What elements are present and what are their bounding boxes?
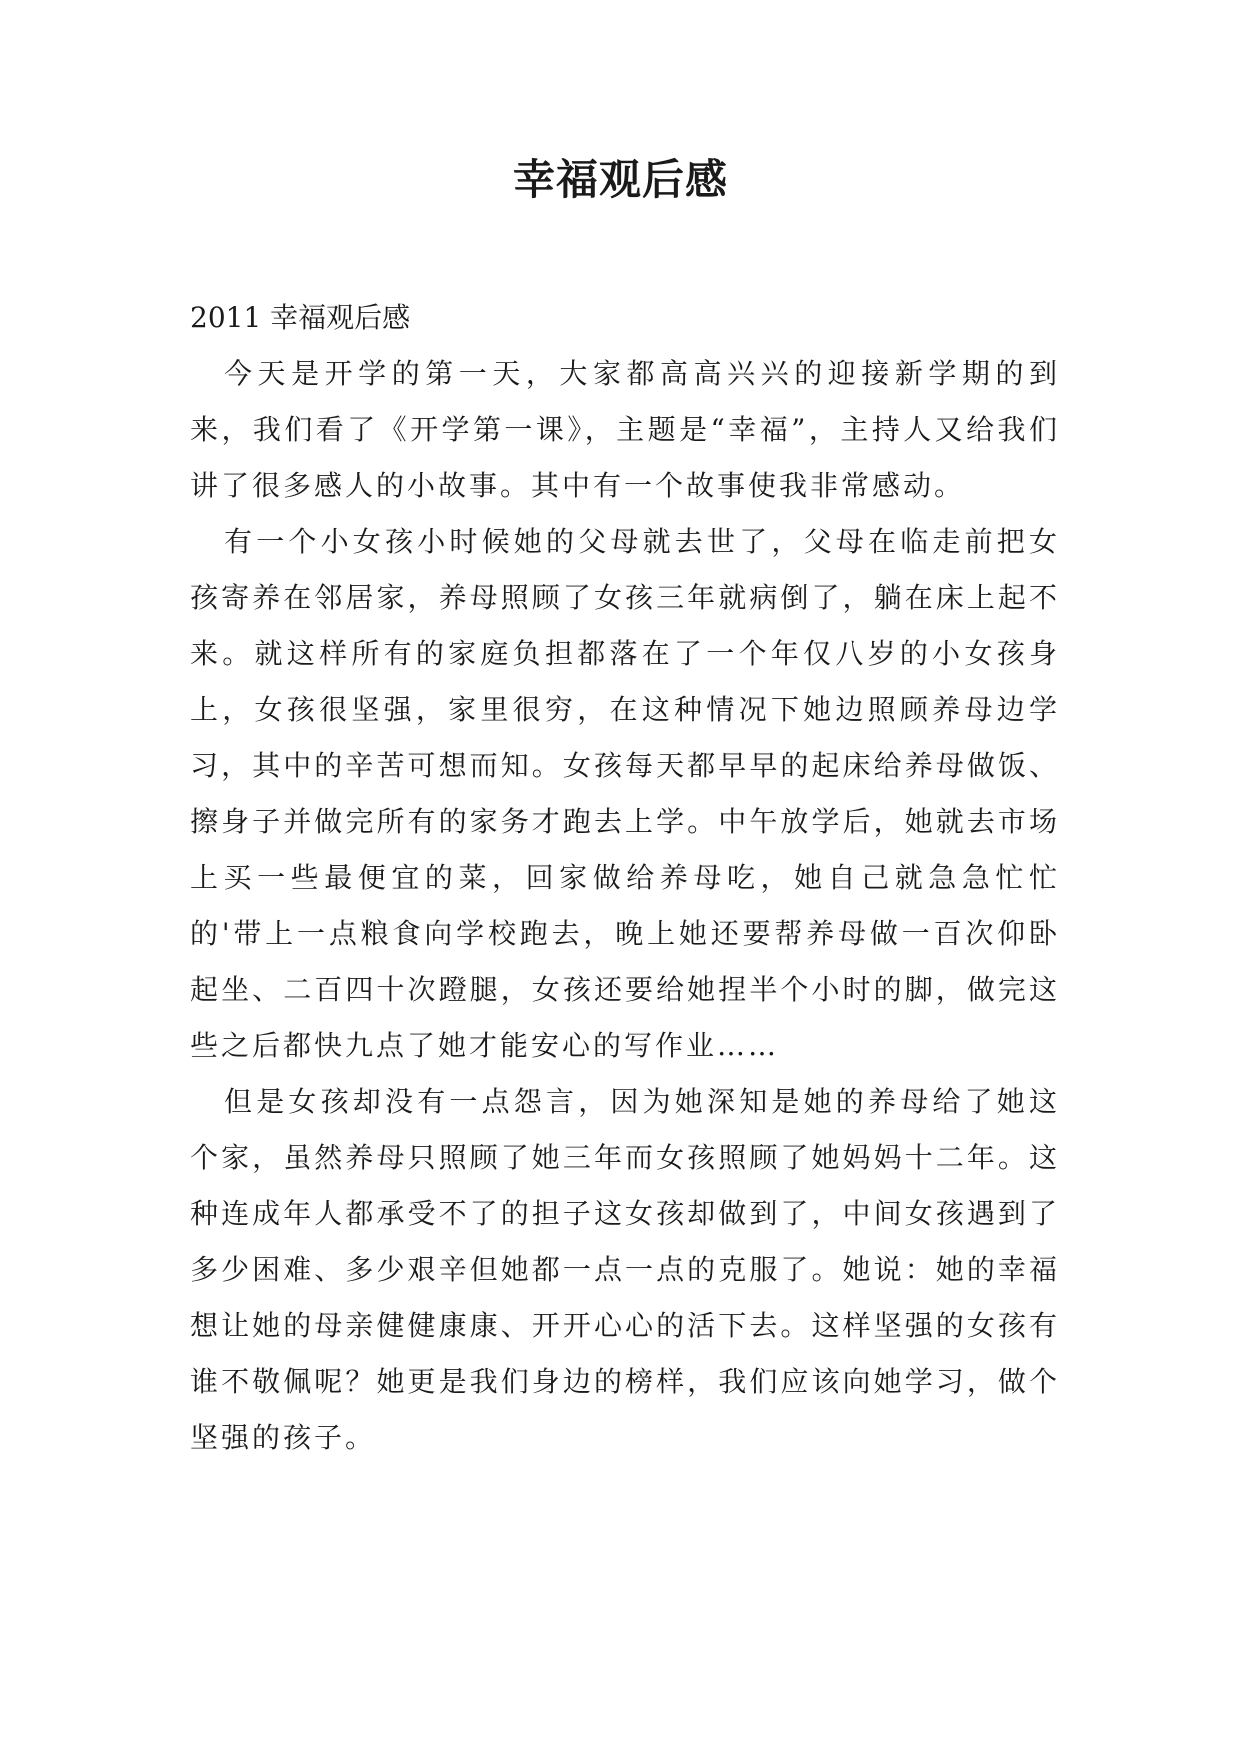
document-body xyxy=(190,346,1060,1466)
paragraph-conclusion: 但是女孩却没有一点怨言，因为她深知是她的养母给了她这个家，虽然养母只照顾了她三年而女孩照顾了她妈妈十二年。这种连成年人都承受不了的担子这女孩却做到了，中间女孩遇到了多少困难、多少艰辛但她都一点一点的克服了。她说：她的幸福想让她的母亲健健康康、开开心心的活下去。这样坚强的女孩有谁不敬佩呢？她更是我们身边的榜样，我们应该向她学习，做个坚强的孩子。 xyxy=(190,1085,1060,1454)
document-subtitle: 2011 幸福观后感 xyxy=(190,301,411,334)
paragraph-story: 有一个小女孩小时候她的父母就去世了，父母在临走前把女孩寄养在邻居家，养母照顾了女孩三年就病倒了，躺在床上起不来。就这样所有的家庭负担都落在了一个年仅八岁的小女孩身上，女孩很坚强，家里很穷，在这种情况下她边照顾养母边学习，其中的辛苦可想而知。女孩每天都早早的起床给养母做饭、擦身子并做完所有的家务才跑去上学。中午放学后，她就去市场上买一些最便宜的菜，回家做给养母吃，她自己就急急忙忙的'带上一点粮食向学校跑去，晚上她还要帮养母做一百次仰卧起坐、二百四十次蹬腿，女孩还要给她捏半个小时的脚，做完这些之后都快九点了她才能安心的写作业…… xyxy=(190,525,1060,1062)
paragraph-intro: 今天是开学的第一天，大家都高高兴兴的迎接新学期的到来，我们看了《开学第一课》，主题是“幸福”，主持人又给我们讲了很多感人的小故事。其中有一个故事使我非常感动。 xyxy=(190,357,1060,502)
document-title: 幸福观后感 xyxy=(512,155,728,204)
